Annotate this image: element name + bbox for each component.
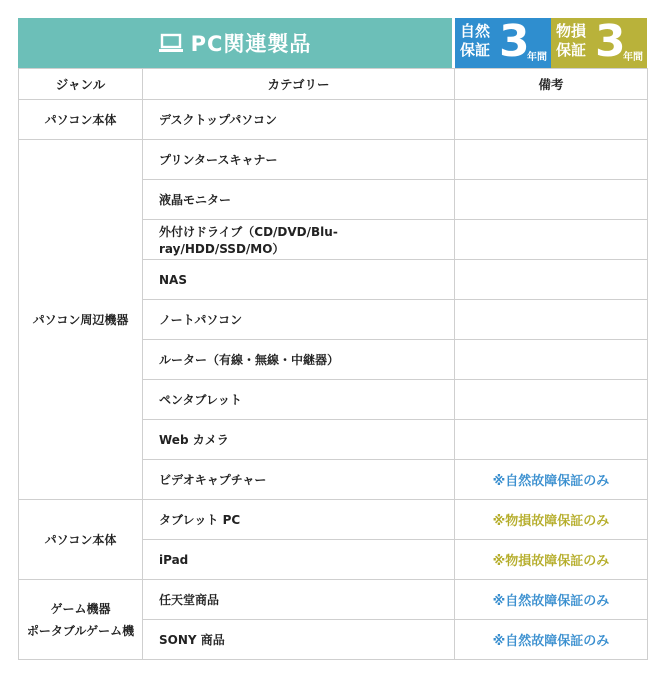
note-cell — [455, 140, 648, 180]
category-cell: ペンタブレット — [143, 380, 455, 420]
column-header-row — [19, 69, 648, 100]
category-cell: iPad — [143, 540, 455, 580]
product-table — [18, 68, 648, 660]
category-cell: 任天堂商品 — [143, 580, 455, 620]
table-body — [19, 100, 648, 660]
note-cell — [455, 380, 648, 420]
note-cell — [455, 180, 648, 220]
category-cell: Web カメラ — [143, 420, 455, 460]
column-header-note: 備考 — [455, 69, 648, 100]
category-cell: 液晶モニター — [143, 180, 455, 220]
natural-badge-unit: 年間 — [527, 52, 547, 63]
category-cell: プリンタースキャナー — [143, 140, 455, 180]
damage-badge-years: 3 — [595, 18, 626, 67]
damage-badge-line1: 物損 — [556, 22, 587, 40]
genre-cell: パソコン本体 — [19, 100, 143, 140]
genre-cell: パソコン本体 — [19, 500, 143, 580]
genre-cell: パソコン周辺機器 — [19, 140, 143, 500]
note-cell: ※自然故障保証のみ — [455, 620, 648, 660]
category-cell: ビデオキャプチャー — [143, 460, 455, 500]
damage-badge-line2: 保証 — [556, 41, 587, 59]
category-cell: ルーター（有線・無線・中継器） — [143, 340, 455, 380]
table-header — [18, 18, 647, 68]
note-cell: ※自然故障保証のみ — [455, 580, 648, 620]
note-cell: ※物損故障保証のみ — [455, 500, 648, 540]
natural-badge-line2: 保証 — [460, 41, 491, 59]
natural-badge-years: 3 — [499, 18, 530, 67]
genre-cell: ゲーム機器 ポータブルゲーム機 — [19, 580, 143, 660]
natural-badge-line1: 自然 — [460, 22, 491, 40]
note-cell — [455, 100, 648, 140]
note-cell: ※自然故障保証のみ — [455, 460, 648, 500]
table-row — [19, 140, 648, 180]
header-title-bar — [18, 18, 452, 68]
note-cell — [455, 300, 648, 340]
table-row — [19, 580, 648, 620]
table-row — [19, 500, 648, 540]
category-cell: SONY 商品 — [143, 620, 455, 660]
header-title: PC関連製品 — [190, 32, 312, 56]
product-table-wrapper — [18, 18, 647, 660]
note-cell — [455, 220, 648, 260]
category-cell: 外付けドライブ（CD/DVD/Blu-ray/HDD/SSD/MO） — [143, 220, 455, 260]
column-header-category: カテゴリー — [143, 69, 455, 100]
column-header-genre: ジャンル — [19, 69, 143, 100]
note-cell — [455, 260, 648, 300]
category-cell: デスクトップパソコン — [143, 100, 455, 140]
category-cell: NAS — [143, 260, 455, 300]
category-cell: タブレット PC — [143, 500, 455, 540]
damage-warranty-badge — [551, 18, 647, 68]
laptop-icon — [159, 33, 183, 53]
category-cell: ノートパソコン — [143, 300, 455, 340]
table-row — [19, 100, 648, 140]
note-cell: ※物損故障保証のみ — [455, 540, 648, 580]
note-cell — [455, 420, 648, 460]
note-cell — [455, 340, 648, 380]
natural-warranty-badge — [455, 18, 552, 68]
damage-badge-unit: 年間 — [623, 52, 643, 63]
